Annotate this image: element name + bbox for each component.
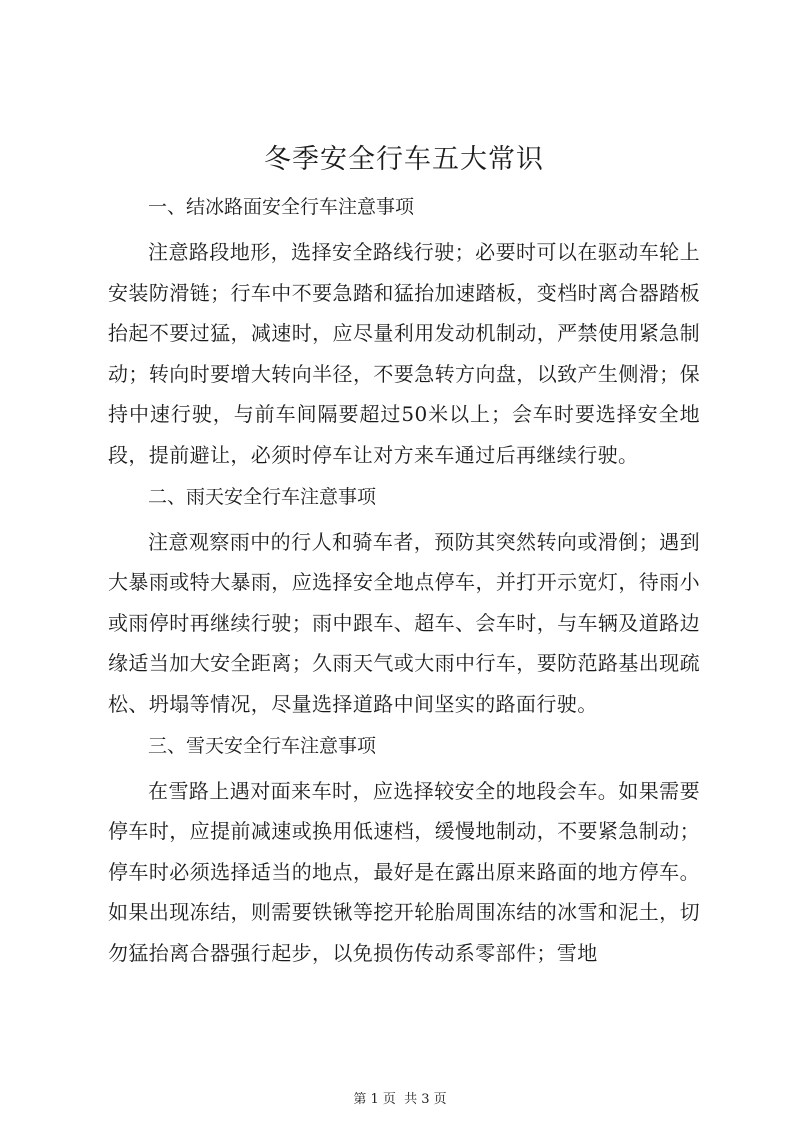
page-title: 冬季安全行车五大常识 bbox=[264, 144, 544, 175]
document-page bbox=[108, 140, 700, 980]
page-number: 第 1 页 共 3 页 bbox=[353, 1092, 447, 1107]
section-heading: 三、雪天安全行车注意事项 bbox=[148, 734, 377, 757]
page-footer bbox=[0, 1088, 800, 1107]
section-3 bbox=[108, 731, 700, 974]
section-heading: 二、雨天安全行车注意事项 bbox=[148, 485, 377, 508]
section-paragraph: 注意观察雨中的行人和骑车者，预防其突然转向或滑倒；遇到大暴雨或特大暴雨，应选择安全地点停车，并打开示宽灯，待雨小或雨停时再继续行驶；雨中跟车、超车、会车时，与车辆及道路边缘适当加大安全距离；久雨天气或大雨中行车，要防范路基出现疏松、坍塌等情况，尽量选择道路中间坚实的路面行驶。 bbox=[108, 529, 700, 716]
section-1 bbox=[108, 192, 700, 476]
section-paragraph: 注意路段地形，选择安全路线行驶；必要时可以在驱动车轮上安装防滑链；行车中不要急踏和猛抬加速踏板，变档时离合器踏板抬起不要过猛，减速时，应尽量利用发动机制动，严禁使用紧急制动；转向时要增大转向半径，不要急转方向盘，以致产生侧滑；保持中速行驶，与前车间隔要超过50米以上；会车时要选择安全地段，提前避让，必须时停车让对方来车通过后再继续行驶。 bbox=[108, 240, 700, 467]
section-heading: 一、结冰路面安全行车注意事项 bbox=[148, 196, 415, 218]
section-paragraph: 在雪路上遇对面来车时，应选择较安全的地段会车。如果需要停车时，应提前减速或换用低速档，缓慢地制动，不要紧急制动；停车时必须选择适当的地点，最好是在露出原来路面的地方停车。如果出现冻结，则需要铁锹等挖开轮胎周围冻结的冰雪和泥土，切勿猛抬离合器强行起步，以免损伤传动系零部件；雪地 bbox=[108, 778, 700, 965]
section-2 bbox=[108, 482, 700, 725]
